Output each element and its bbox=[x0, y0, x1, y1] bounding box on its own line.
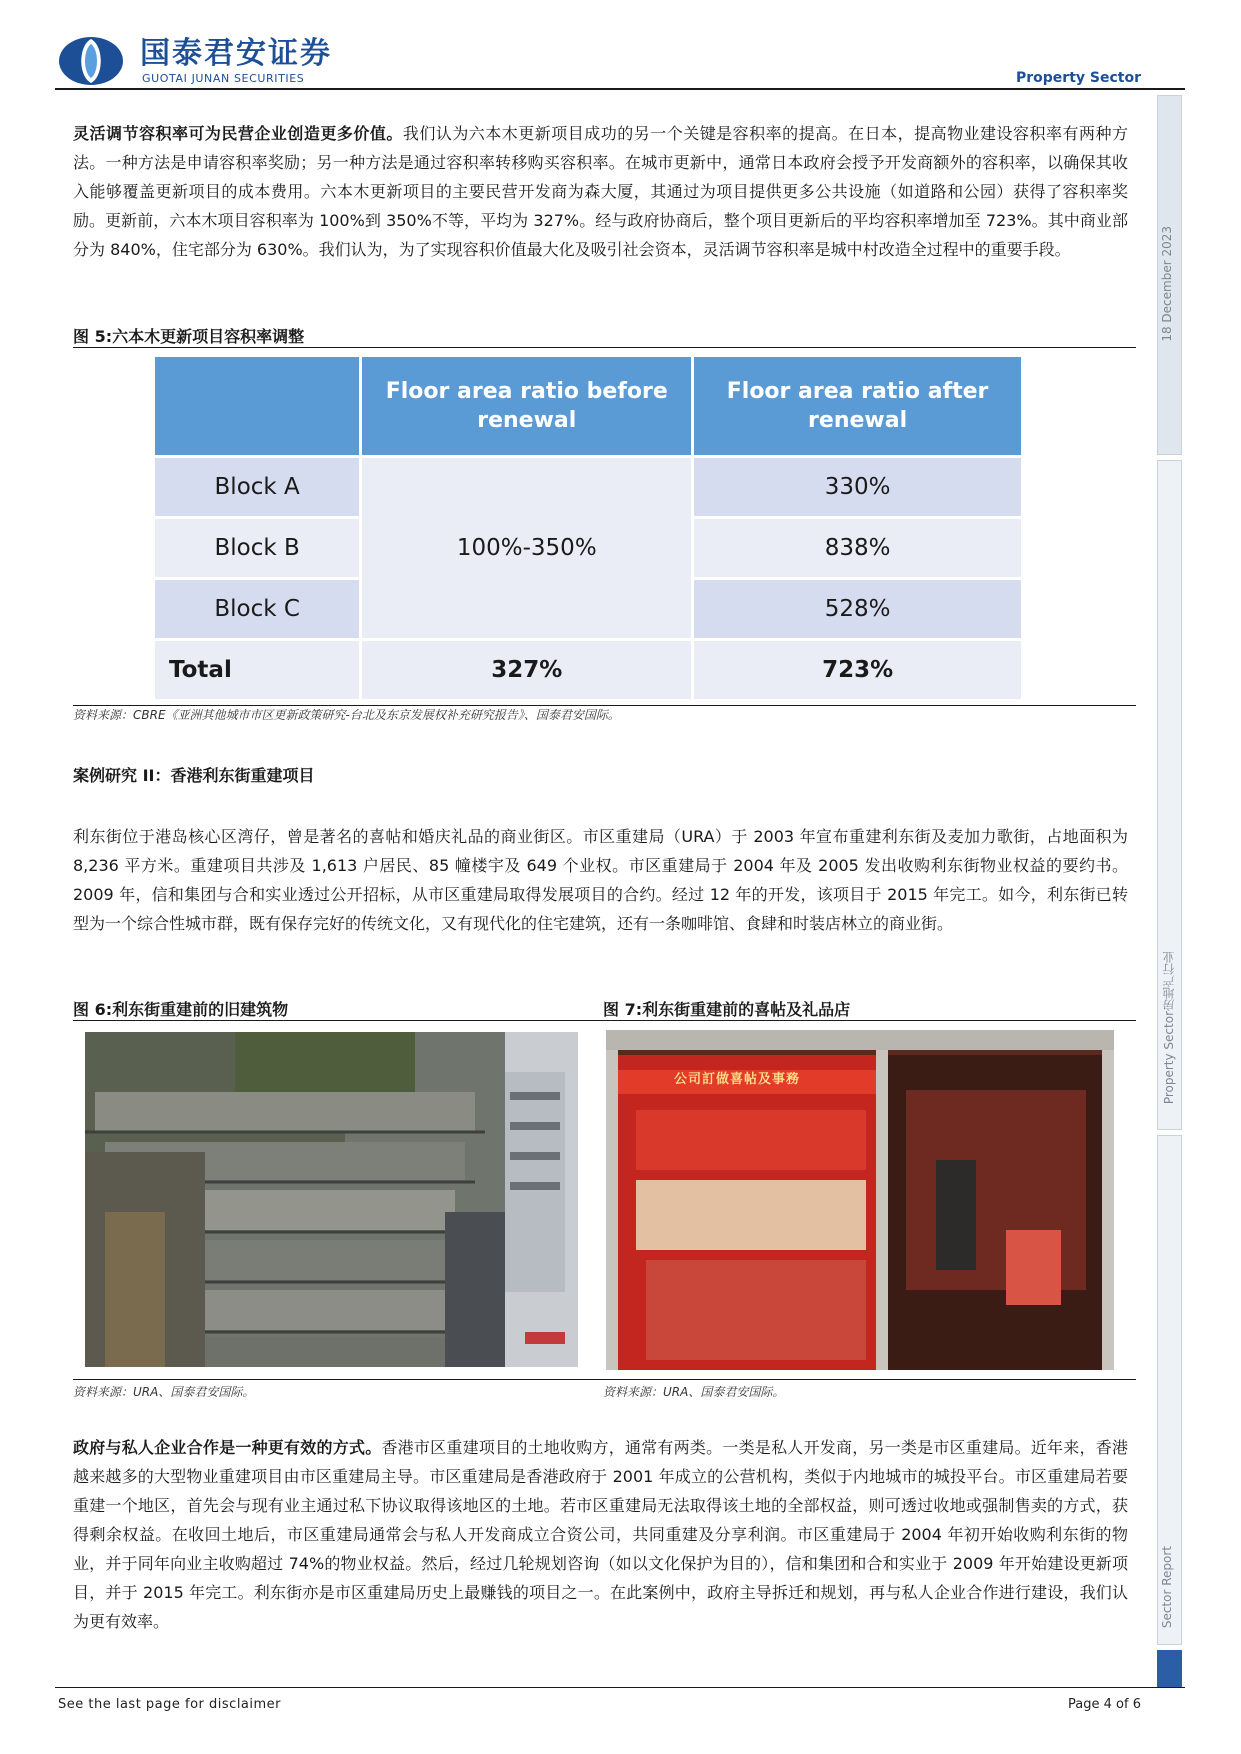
table-row bbox=[155, 458, 1021, 516]
table-header-row bbox=[155, 357, 1021, 455]
table-header-after: Floor area ratio after renewal bbox=[694, 357, 1021, 455]
side-tab-bar bbox=[1157, 95, 1182, 1645]
case-study-heading: 案例研究 II：香港利东街重建项目 bbox=[73, 766, 315, 785]
paragraph-public-private-cooperation bbox=[73, 1433, 1128, 1636]
paragraph-lead: 政府与私人企业合作是一种更有效的方式。 bbox=[73, 1438, 382, 1457]
old-buildings-illustration bbox=[85, 1032, 578, 1367]
side-tab-accent bbox=[1157, 1650, 1182, 1688]
figure5-title: 图 5:六本木更新项目容积率调整 bbox=[73, 327, 305, 346]
footer-page-number: Page 4 of 6 bbox=[1068, 1697, 1141, 1712]
side-tab-sector bbox=[1157, 460, 1182, 1130]
table-header-before: Floor area ratio before renewal bbox=[362, 357, 691, 455]
side-tab-sector-text: Property Sector房地产行业 bbox=[1162, 951, 1176, 1105]
after-value-block-a: 330% bbox=[694, 458, 1021, 516]
figure7-source: 资料来源：URA、国泰君安国际。 bbox=[603, 1385, 785, 1399]
wedding-card-shop-photo bbox=[606, 1030, 1114, 1370]
side-tab-date bbox=[1157, 95, 1182, 455]
paragraph-body: 我们认为六本木更新项目成功的另一个关键是容积率的提高。在日本，提高物业建设容积率有两种方法。一种方法是申请容积率奖励；另一种方法是通过容积率转移购买容积率。在城市更新中，通常日本政府会授予开发商额外的容积率，以确保其收入能够覆盖更新项目的成本费用。六本木更新项目的主要民营开发商为森大厦，其通过为项目提供更多公共设施（如道路和公园）获得了容积率奖励。更新前，六本木项目容积率为 100%到 350%不等，平均为 327%。经与政府协商后，整个项目更新后的平均容积率增加至 723%。其中商业部分为 840%，住宅部分为 630%。我们认为，为了实现容积价值最大化及吸引社会资本，灵活调节容积率是城中村改造全过程中的重要手段。 bbox=[73, 124, 1128, 259]
total-label: Total bbox=[155, 641, 359, 699]
logo-english-name: GUOTAI JUNAN SECURITIES bbox=[142, 72, 305, 85]
side-tab-date-text: 18 December 2023 bbox=[1160, 226, 1174, 342]
after-value-block-c: 528% bbox=[694, 580, 1021, 638]
merged-before-value: 100%-350% bbox=[362, 458, 691, 638]
row-label-block-a: Block A bbox=[155, 458, 359, 516]
side-tab-report-text: Sector Report bbox=[1160, 1546, 1174, 1629]
figure6-title: 图 6:利东街重建前的旧建筑物 bbox=[73, 1000, 289, 1019]
footer-divider bbox=[55, 1687, 1185, 1688]
figure5-top-rule bbox=[73, 347, 1136, 348]
footer-disclaimer: See the last page for disclaimer bbox=[58, 1697, 282, 1712]
paragraph-lee-tung-street: 利东街位于港岛核心区湾仔，曾是著名的喜帖和婚庆礼品的商业街区。市区重建局（URA）于 2003 年宣布重建利东街及麦加力歌街，占地面积为 8,236 平方米。重建项目共涉及 1,613 户居民、85 幢楼宇及 649 个业权。市区重建局于 2004 年及 2005 发出收购利东街物业权益的要约书。2009 年，信和集团与合和实业透过公开招标，从市区重建局取得发展项目的合约。经过 12 年的开发，该项目于 2015 年完工。如今，利东街已转型为一个综合性城市群，既有保存完好的传统文化，又有现代化的住宅建筑，还有一条咖啡馆、食肆和时装店林立的商业街。 bbox=[73, 827, 1128, 933]
figure67-top-rule bbox=[73, 1020, 1136, 1021]
logo-chinese-name: 国泰君安证券 bbox=[140, 36, 332, 71]
figure67-bottom-rule bbox=[73, 1379, 1136, 1380]
figure6-source: 资料来源：URA、国泰君安国际。 bbox=[73, 1385, 255, 1399]
paragraph-floor-area-ratio bbox=[73, 119, 1128, 264]
old-buildings-photo bbox=[85, 1032, 578, 1367]
after-value-block-b: 838% bbox=[694, 519, 1021, 577]
paragraph-lead: 灵活调节容积率可为民营企业创造更多价值。 bbox=[73, 124, 403, 143]
figure5-table bbox=[152, 354, 1024, 702]
paragraph-body: 香港市区重建项目的土地收购方，通常有两类。一类是私人开发商，另一类是市区重建局。近年来，香港越来越多的大型物业重建项目由市区重建局主导。市区重建局是香港政府于 2001 年成立的公营机构，类似于内地城市的城投平台。市区重建局若要重建一个地区，首先会与现有业主通过私下协议取得该地区的土地。若市区重建局无法取得该土地的全部权益，则可透过收地或强制售卖的方式，获得剩余权益。在收回土地后，市区重建局通常会与私人开发商成立合资公司，共同重建及分享利润。市区重建局于 2004 年初开始收购利东街的物业，并于同年向业主收购超过 74%的物业权益。然后，经过几轮规划咨询（如以文化保护为目的），信和集团和合和实业于 2009 年开始建设更新项目，并于 2015 年完工。利东街亦是市区重建局历史上最赚钱的项目之一。在此案例中，政府主导拆迁和规划，再与私人企业合作进行建设，我们认为更有效率。 bbox=[73, 1438, 1128, 1631]
total-before: 327% bbox=[362, 641, 691, 699]
table-header-empty bbox=[155, 357, 359, 455]
header-sector-label: Property Sector bbox=[1016, 70, 1141, 86]
row-label-block-c: Block C bbox=[155, 580, 359, 638]
figure5-source: 资料来源：CBRE《亚洲其他城市市区更新政策研究-台北及东京发展权补充研究报告》、国泰君安国际。 bbox=[73, 708, 620, 722]
total-after: 723% bbox=[694, 641, 1021, 699]
header-divider bbox=[55, 88, 1185, 90]
table-total-row bbox=[155, 641, 1021, 699]
shop-sign-text: 公司訂做喜帖及事務 bbox=[674, 1072, 801, 1087]
side-tab-report bbox=[1157, 1135, 1182, 1645]
row-label-block-b: Block B bbox=[155, 519, 359, 577]
figure7-title: 图 7:利东街重建前的喜帖及礼品店 bbox=[603, 1000, 851, 1019]
company-logo-icon bbox=[58, 36, 124, 86]
